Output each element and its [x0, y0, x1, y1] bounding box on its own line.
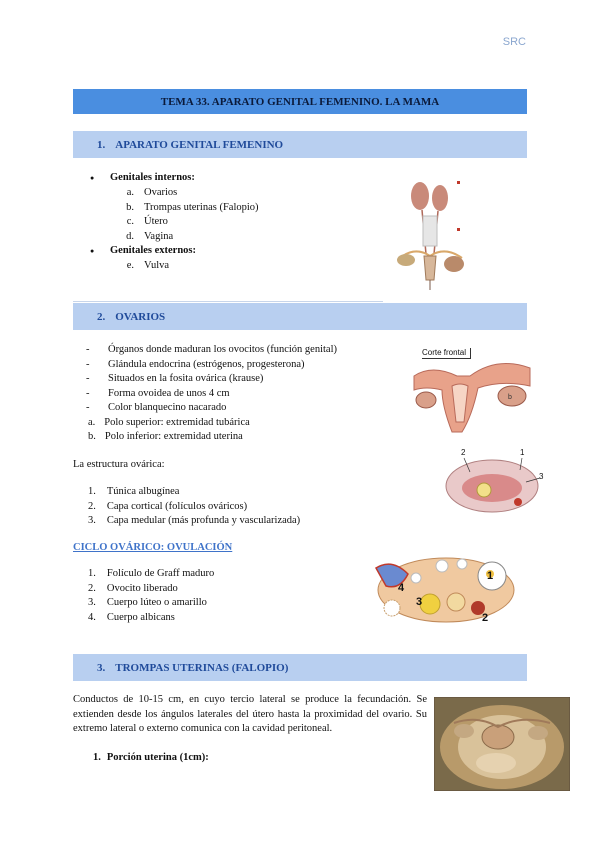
list-item: 1. Túnica albugínea [88, 486, 180, 497]
list-item: 4. Cuerpo albicans [88, 611, 175, 623]
section-title: OVARIOS [115, 310, 166, 323]
header-initials: SRC [502, 36, 526, 48]
marker-dot [457, 228, 460, 231]
fallopian-description: Conductos de 10-15 cm, en cuyo tercio lateral se produce la fecundación. Se extienden desde los ángulos laterales del útero hasta la proximidad del ovario. Su extremo lateral o externo comunica con la cavidad peritoneal. [73, 694, 427, 734]
figure-label: 2 [482, 612, 489, 624]
list-item: - Forma ovoidea de unos 4 cm [108, 387, 230, 402]
list-item: e. Vulva [126, 260, 170, 271]
section-title: TROMPAS UTERINAS (FALOPIO) [115, 661, 289, 674]
external-genitals-label: ● Genitales externos: [110, 244, 196, 259]
section-number: 2. [97, 310, 106, 323]
list-item: 2. Capa cortical (folículos ováricos) [88, 500, 248, 512]
list-item: - Glándula endocrina (estrógenos, progesterona) [108, 358, 305, 373]
list-item: b. Polo inferior: extremidad uterina [88, 431, 243, 442]
svg-text:b: b [508, 394, 512, 401]
list-item: 3. Capa medular (más profunda y vascularizada) [88, 515, 301, 526]
divider [73, 301, 383, 302]
list-item: 3. Cuerpo lúteo o amarillo [88, 597, 207, 608]
internal-genitals-label: ● Genitales internos: [110, 171, 195, 186]
list-item: a. Ovarios [126, 187, 178, 198]
list-item: b. Trompas uterinas (Falopio) [126, 201, 259, 213]
list-item: c. Útero [126, 216, 168, 227]
figure-label: 2 [461, 448, 466, 457]
figure-label: 1 [520, 448, 525, 457]
ovarian-cycle-figure [372, 546, 520, 626]
ovary-structure-figure [440, 446, 546, 518]
frontal-section-figure [412, 346, 532, 434]
list-item: 2. Ovocito liberado [88, 582, 178, 594]
list-item: a. Polo superior: extremidad tubárica [88, 416, 250, 428]
section-heading-3 [73, 654, 527, 681]
section-number: 1. [97, 138, 106, 151]
list-item: - Color blanquecino nacarado [108, 401, 226, 416]
list-item: - Órganos donde maduran los ovocitos (función genital) [108, 343, 337, 358]
list-item: 1. Folículo de Graff maduro [88, 568, 215, 579]
structure-label: La estructura ovárica: [73, 459, 165, 470]
subsection-heading: 1. Porción uterina (1cm): [93, 752, 209, 763]
figure-label: 3 [416, 596, 423, 608]
page-title: TEMA 33. APARATO GENITAL FEMENINO. LA MAMA [73, 89, 527, 114]
figure-label: 3 [539, 472, 544, 481]
figure-label: 1 [487, 570, 494, 582]
ovarian-cycle-heading: CICLO OVÁRICO: OVULACIÓN [73, 542, 233, 553]
section-heading-2 [73, 303, 527, 330]
figure-label: 4 [398, 582, 405, 594]
section-heading-1 [73, 131, 527, 158]
list-item: - Situados en la fosita ovárica (krause) [108, 372, 263, 387]
marker-dot [457, 181, 460, 184]
list-item: d. Vagina [126, 230, 174, 242]
urogenital-figure [390, 176, 470, 294]
figure-label: Corte frontal [422, 348, 471, 359]
section-title: APARATO GENITAL FEMENINO [115, 138, 284, 151]
section-number: 3. [97, 661, 106, 674]
pelvic-anatomy-figure [434, 697, 570, 791]
